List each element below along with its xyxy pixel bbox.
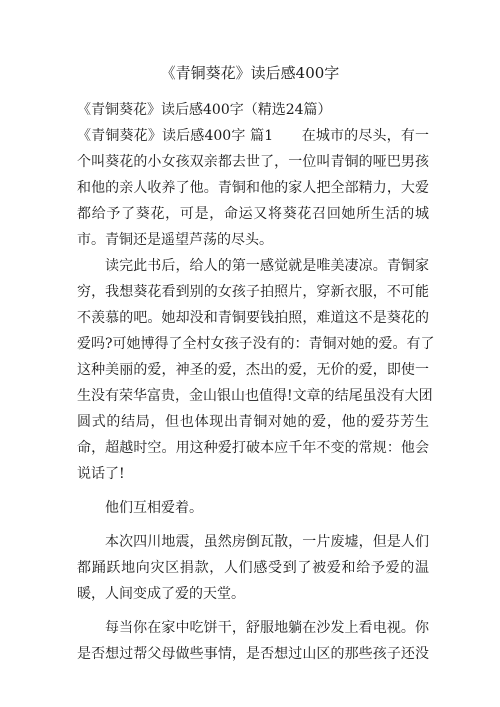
paragraph-line: 和他的亲人收养了他。青铜和他的家人把全部精力，大爱 [77, 180, 429, 196]
paragraph-line: 说话了! [77, 466, 125, 482]
paragraph-line: 圆式的结局，但也体现出青铜对她的爱，他的爱芬芳生 [77, 414, 429, 430]
paragraph-line: 不羡慕的吧。她却没和青铜要钱拍照，难道这不是葵花的 [77, 310, 429, 326]
paragraph-line: 是否想过帮父母做些事情，是否想过山区的那些孩子还没 [77, 646, 429, 662]
paragraph-line: 他们互相爱着。 [105, 500, 203, 516]
paragraph-line: 市。青铜还是遥望芦荡的尽头。 [77, 232, 273, 248]
paragraph-line: 个叫葵花的小女孩双亲都去世了，一位叫青铜的哑巴男孩 [77, 154, 429, 170]
paragraph-line: 都给予了葵花，可是，命运又将葵花召回她所生活的城 [77, 206, 429, 222]
paragraph-line: 生没有荣华富贵，金山银山也值得!文章的结尾虽没有大团 [77, 388, 433, 404]
paragraph-line: 暖，人间变成了爱的天堂。 [77, 586, 245, 602]
paragraph-line: 命，超越时空。用这种爱打破本应千年不变的常规：他会 [77, 440, 429, 456]
document-subtitle: 《青铜葵花》读后感400字（精选24篇） [77, 102, 332, 118]
paragraph-line: 爱吗?可她博得了全村女孩子没有的：青铜对她的爱。有了 [77, 336, 435, 352]
paragraph-line: 本次四川地震，虽然房倒瓦散，一片废墟，但是人们 [105, 534, 429, 550]
document-body [77, 97, 435, 667]
paragraph-line: 《青铜葵花》读后感400字 篇1 在城市的尽头，有一 [77, 128, 429, 144]
document-title: 《青铜葵花》读后感400字 [160, 64, 340, 82]
paragraph-line: 这种美丽的爱，神圣的爱，杰出的爱，无价的爱，即使一 [77, 362, 429, 378]
paragraph-line: 读完此书后，给人的第一感觉就是唯美凄凉。青铜家 [105, 258, 429, 274]
paragraph-line: 都踊跃地向灾区捐款，人们感受到了被爱和给予爱的温 [77, 560, 429, 576]
paragraph-line: 穷，我想葵花看到别的女孩子拍照片，穿新衣服，不可能 [77, 284, 429, 300]
paragraph-line: 每当你在家中吃饼干，舒服地躺在沙发上看电视。你 [105, 620, 429, 636]
